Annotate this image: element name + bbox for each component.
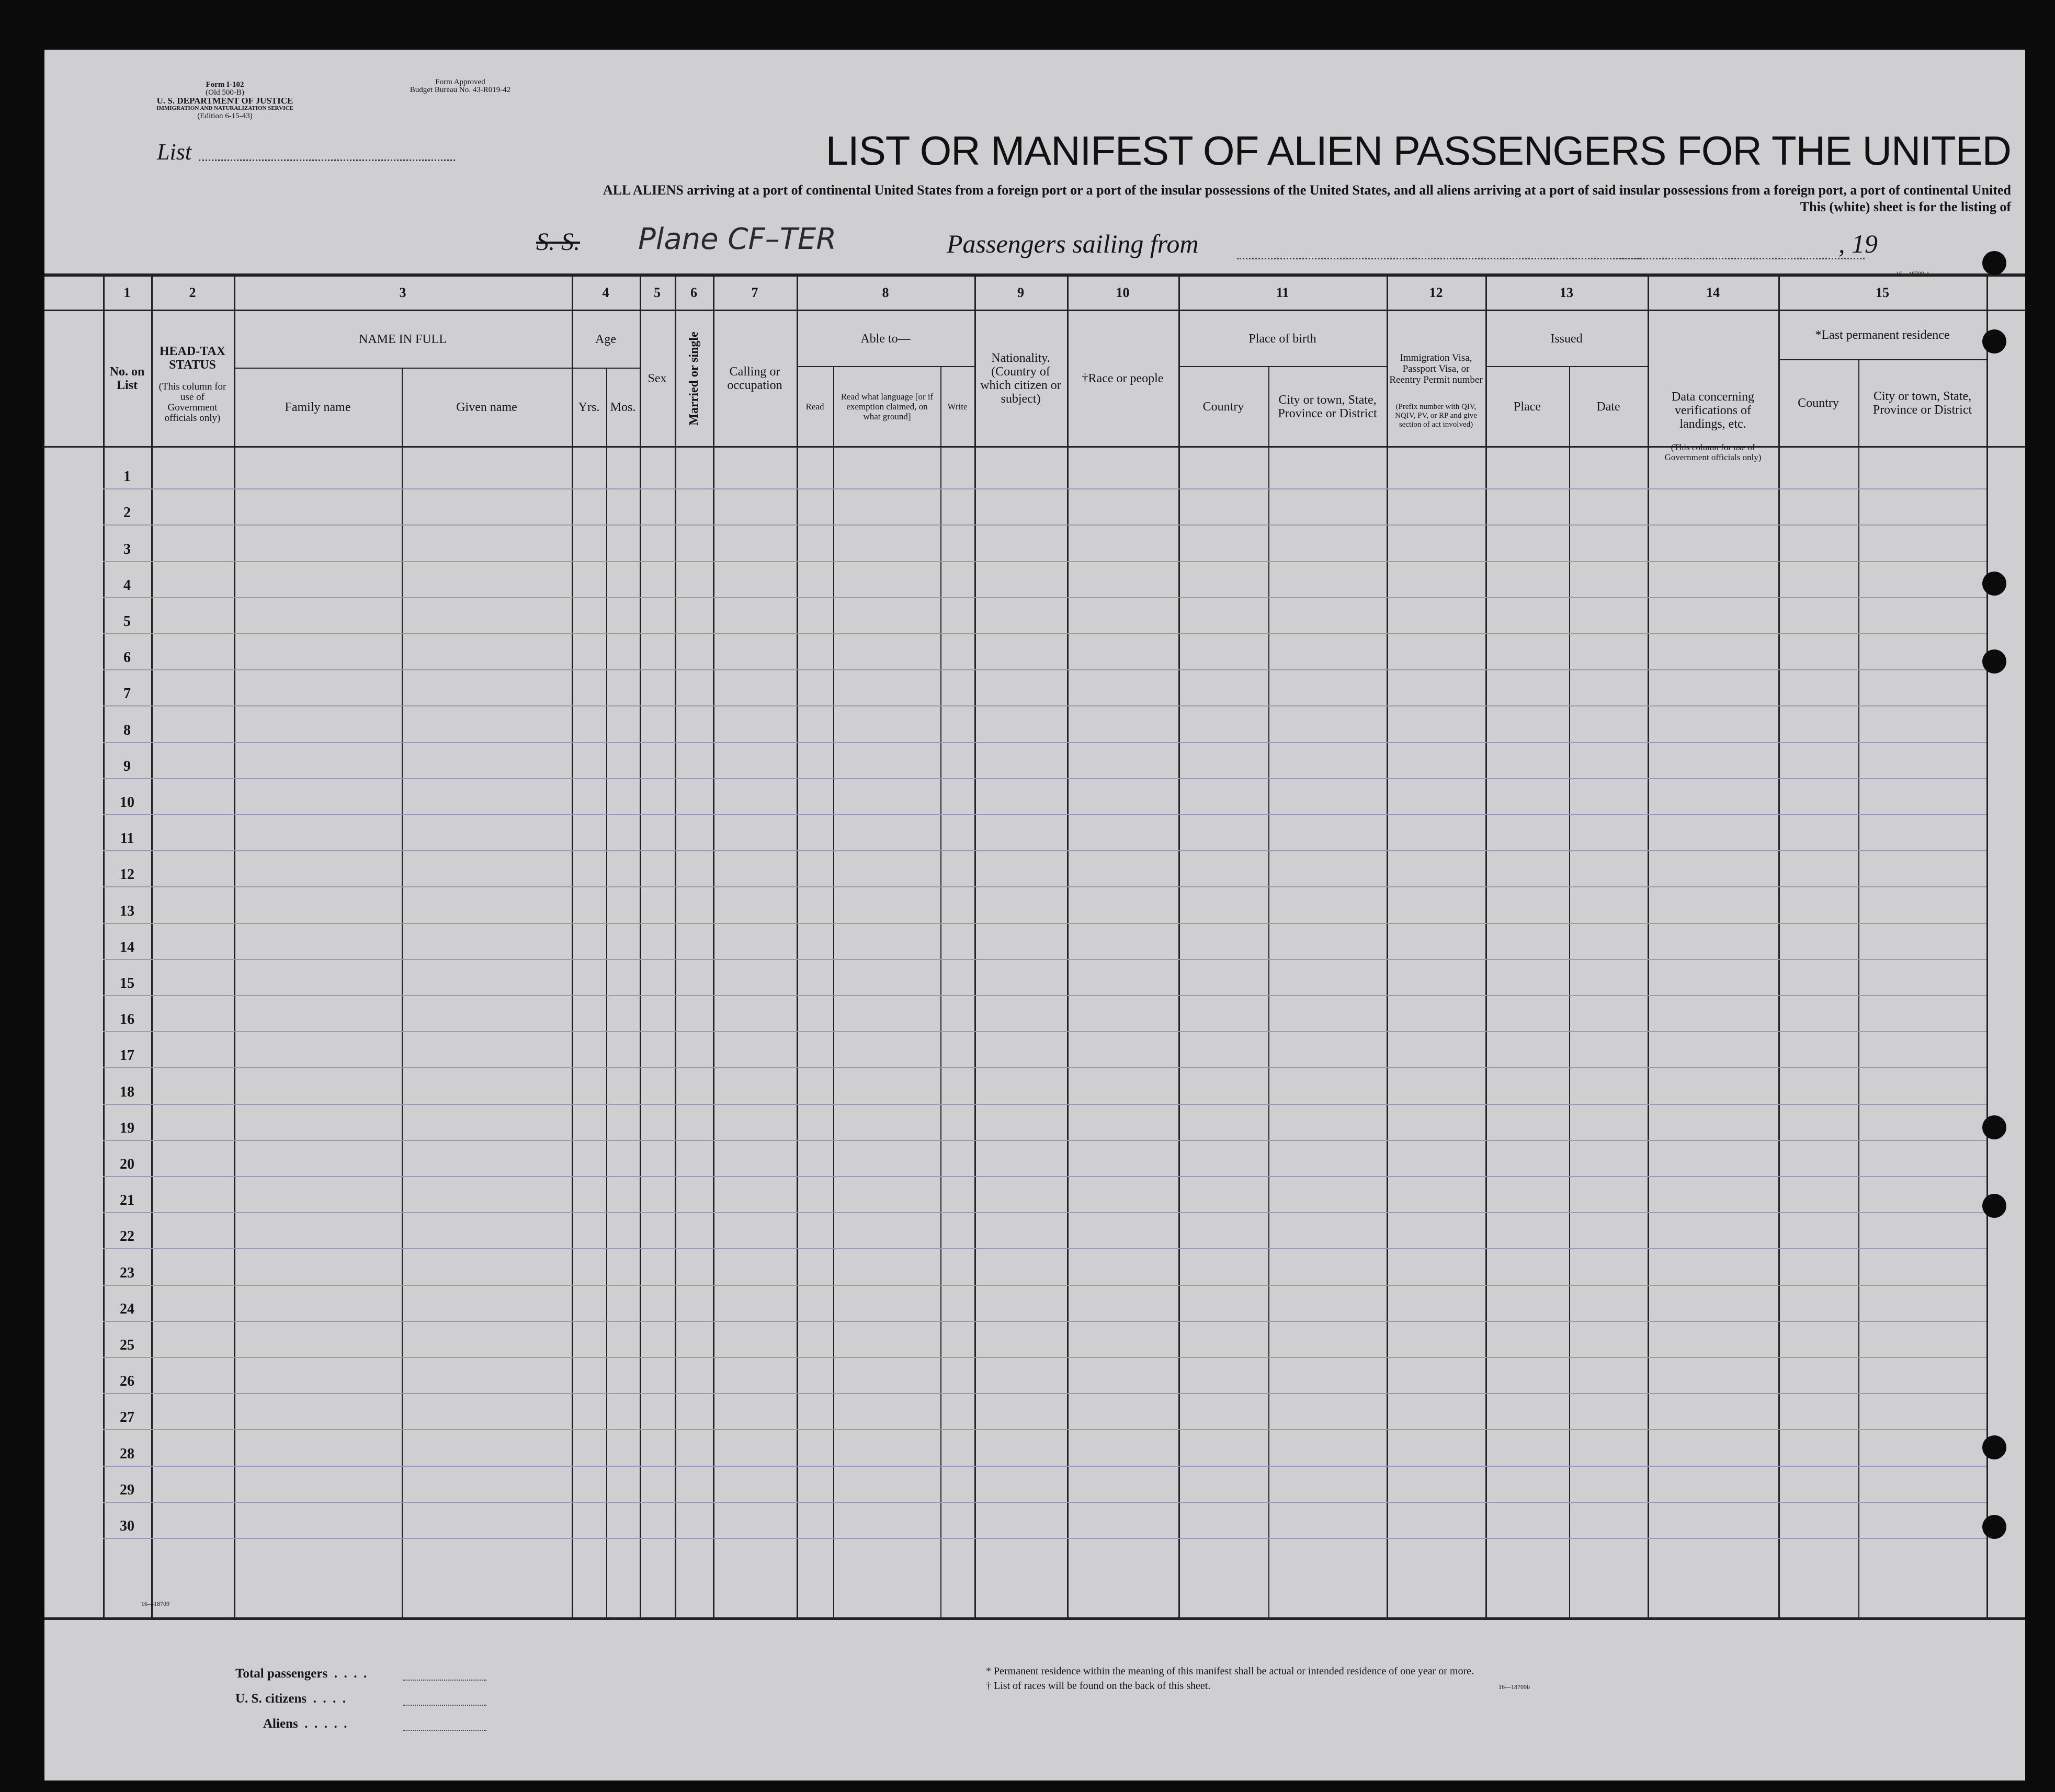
vline-c bbox=[234, 276, 235, 1618]
header-write: Write bbox=[947, 402, 968, 412]
table-top-rule bbox=[44, 273, 2025, 277]
row-rule bbox=[103, 1357, 1986, 1358]
header-birth-city: City or town, State, Province or District bbox=[1278, 393, 1377, 420]
row-rule bbox=[103, 742, 1986, 743]
aliens-label: Aliens . . . . . bbox=[263, 1717, 347, 1731]
binder-hole bbox=[1982, 649, 2006, 674]
total-passengers-text: Total passengers bbox=[235, 1667, 328, 1681]
row-number: 22 bbox=[120, 1228, 134, 1245]
row-rule bbox=[103, 1104, 1986, 1105]
vline-l bbox=[940, 366, 941, 1618]
header-able-to: Able to— bbox=[860, 332, 911, 346]
row-number: 21 bbox=[120, 1192, 134, 1209]
year-label: , 19 bbox=[1838, 229, 1878, 258]
row-rule bbox=[103, 705, 1986, 706]
row-rule bbox=[103, 995, 1986, 996]
colnum-5: 5 bbox=[654, 285, 661, 300]
row-number: 20 bbox=[120, 1156, 134, 1172]
form-approved: Form Approved bbox=[435, 78, 485, 86]
row-number: 6 bbox=[123, 649, 131, 666]
header-verifications-note: (This column for use of Government officials only) bbox=[1664, 442, 1762, 462]
header-read-language: Read what language [or if exemption claimed, on what ground] bbox=[841, 392, 934, 421]
colnum-10: 10 bbox=[1116, 285, 1130, 300]
row-number: 15 bbox=[120, 975, 134, 991]
row-number: 2 bbox=[123, 505, 131, 521]
row-rule bbox=[103, 923, 1986, 924]
colnum-14: 14 bbox=[1706, 285, 1720, 300]
row-number: 8 bbox=[123, 722, 131, 738]
header-married-single-cell bbox=[675, 311, 713, 446]
vline-k bbox=[833, 366, 834, 1618]
subtitle-line-2: This (white) sheet is for the listing of bbox=[1800, 199, 2011, 214]
vline-m bbox=[974, 276, 976, 1618]
edition: (Edition 6-15-43) bbox=[197, 112, 253, 120]
vline-i bbox=[713, 276, 714, 1618]
row-number: 7 bbox=[123, 686, 131, 702]
row-rule bbox=[103, 633, 1986, 634]
vline-n bbox=[1067, 276, 1069, 1618]
row-rule bbox=[103, 1248, 1986, 1249]
row-number: 18 bbox=[120, 1083, 134, 1100]
header-given-name: Given name bbox=[456, 401, 517, 414]
header-age-mos: Mos. bbox=[610, 401, 636, 414]
header-residence-country: Country bbox=[1798, 396, 1839, 410]
header-married-or-single: Married or single bbox=[687, 332, 701, 426]
binder-hole bbox=[1982, 1115, 2006, 1139]
header-read: Read bbox=[805, 402, 824, 412]
total-passengers-line[interactable] bbox=[403, 1680, 486, 1681]
vline-w bbox=[1986, 276, 1988, 1618]
header-visa-note: (Prefix number with QIV, NQIV, PV, or RP and give section of act involved) bbox=[1395, 402, 1477, 429]
row-number: 30 bbox=[120, 1518, 134, 1534]
vline-p bbox=[1268, 366, 1269, 1618]
row-rule bbox=[103, 1466, 1986, 1467]
header-visa: Immigration Visa, Passport Visa, or Reentry Permit number bbox=[1389, 352, 1483, 385]
vline-u bbox=[1778, 276, 1780, 1618]
colnum-12: 12 bbox=[1429, 285, 1443, 300]
row-rule bbox=[103, 597, 1986, 598]
header-race: †Race or people bbox=[1082, 372, 1164, 385]
vline-r bbox=[1485, 276, 1487, 1618]
row-rule bbox=[103, 959, 1986, 960]
row-number: 3 bbox=[123, 541, 131, 557]
row-rule bbox=[103, 1140, 1986, 1141]
us-citizens-line[interactable] bbox=[403, 1705, 486, 1706]
us-citizens-text: U. S. citizens bbox=[235, 1692, 307, 1706]
header-family-name: Family name bbox=[285, 401, 351, 414]
old-form-number: (Old 500-B) bbox=[206, 88, 244, 97]
vline-e bbox=[572, 276, 573, 1618]
row-number: 14 bbox=[120, 939, 134, 955]
header-name-in-full: NAME IN FULL bbox=[359, 333, 447, 346]
sailing-from-label: Passengers sailing from bbox=[947, 229, 1199, 258]
row-rule bbox=[103, 886, 1986, 887]
budget-bureau: Budget Bureau No. 43-R019-42 bbox=[410, 86, 511, 94]
aliens-line[interactable] bbox=[403, 1730, 486, 1731]
binder-hole bbox=[1982, 1194, 2006, 1218]
row-number: 23 bbox=[120, 1264, 134, 1281]
row-number: 4 bbox=[123, 577, 131, 593]
footnote-permanent-residence: * Permanent residence within the meaning of this manifest shall be actual or intended residence of one year or more. bbox=[986, 1665, 1474, 1677]
row-number: 29 bbox=[120, 1481, 134, 1498]
row-rule bbox=[103, 1502, 1986, 1503]
date-line bbox=[1619, 258, 1865, 259]
binder-hole bbox=[1982, 1435, 2006, 1459]
row-rule bbox=[103, 850, 1986, 851]
vline-b bbox=[151, 276, 153, 1618]
header-no-on-list: No. on List bbox=[109, 365, 145, 392]
row-rule bbox=[103, 1285, 1986, 1286]
total-passengers-label: Total passengers . . . . bbox=[235, 1667, 367, 1681]
colnum-1: 1 bbox=[123, 285, 131, 300]
row-rule bbox=[103, 1538, 1986, 1539]
row-rule bbox=[103, 1176, 1986, 1177]
department-name: U. S. DEPARTMENT OF JUSTICE bbox=[156, 96, 293, 106]
header-birth-country: Country bbox=[1202, 400, 1244, 414]
form-number: Form I-102 bbox=[206, 81, 244, 89]
vline-f bbox=[606, 368, 607, 1618]
colnum-3: 3 bbox=[399, 285, 406, 300]
row-rule bbox=[103, 488, 1986, 489]
vline-j bbox=[797, 276, 798, 1618]
header-calling: Calling or occupation bbox=[727, 365, 782, 392]
binder-hole bbox=[1982, 572, 2006, 596]
binder-hole bbox=[1982, 329, 2006, 353]
vline-o bbox=[1178, 276, 1180, 1618]
header-issued-place: Place bbox=[1514, 400, 1541, 414]
colnum-13: 13 bbox=[1560, 285, 1573, 300]
form-meta-block bbox=[141, 81, 309, 120]
header-head-tax-status: HEAD-TAX STATUS bbox=[159, 345, 226, 372]
binder-hole bbox=[1982, 251, 2006, 275]
gpo-code-note: 16—18709b bbox=[1498, 1683, 1530, 1691]
vline-q bbox=[1387, 276, 1388, 1618]
row-rule bbox=[103, 1031, 1986, 1032]
gpo-code-bottom: 16—18709 bbox=[141, 1600, 169, 1607]
header-residence-city: City or town, State, Province or District bbox=[1872, 390, 1972, 417]
colnum-2: 2 bbox=[189, 285, 196, 300]
row-rule bbox=[103, 778, 1986, 779]
header-place-of-birth: Place of birth bbox=[1248, 332, 1316, 346]
colnum-9: 9 bbox=[1017, 285, 1024, 300]
row-number: 17 bbox=[120, 1047, 134, 1064]
list-label: List bbox=[157, 139, 192, 165]
vline-d bbox=[402, 368, 403, 1618]
row-rule bbox=[103, 524, 1986, 526]
header-nationality: Nationality. (Country of which citizen or subject) bbox=[980, 351, 1061, 406]
vline-h bbox=[675, 276, 676, 1618]
vline-g bbox=[640, 276, 641, 1618]
row-number: 28 bbox=[120, 1445, 134, 1462]
list-number-line bbox=[199, 159, 455, 161]
ss-handwritten-name: Plane CF–TER bbox=[638, 222, 837, 256]
row-rule bbox=[103, 1393, 1986, 1394]
table-bottom-rule bbox=[44, 1617, 2025, 1620]
row-number: 9 bbox=[123, 758, 131, 774]
row-rule bbox=[103, 1429, 1986, 1430]
header-age-yrs: Yrs. bbox=[578, 401, 600, 414]
row-number: 26 bbox=[120, 1373, 134, 1390]
row-number: 1 bbox=[123, 469, 131, 485]
colnum-4: 4 bbox=[602, 285, 609, 300]
header-issued-date: Date bbox=[1596, 400, 1620, 414]
row-rule bbox=[103, 1067, 1986, 1068]
vline-t bbox=[1648, 276, 1649, 1618]
row-rule bbox=[103, 669, 1986, 670]
row-number: 24 bbox=[120, 1300, 134, 1317]
header-verifications: Data concerning verifications of landings, etc. bbox=[1672, 390, 1754, 431]
row-number: 5 bbox=[123, 613, 131, 630]
row-rule bbox=[103, 561, 1986, 562]
row-number: 25 bbox=[120, 1337, 134, 1353]
row-number: 10 bbox=[120, 794, 134, 811]
row-number: 13 bbox=[120, 903, 134, 919]
row-rule bbox=[103, 814, 1986, 815]
manifest-sheet bbox=[44, 50, 2025, 1780]
row-rule bbox=[103, 1321, 1986, 1322]
row-number: 27 bbox=[120, 1409, 134, 1426]
approval-block bbox=[374, 78, 547, 94]
vline-s bbox=[1569, 366, 1570, 1618]
row-number: 12 bbox=[120, 866, 134, 883]
service-name: IMMIGRATION AND NATURALIZATION SERVICE bbox=[156, 105, 293, 111]
header-head-tax-note: (This column for use of Government officials only) bbox=[158, 381, 226, 424]
colnum-15: 15 bbox=[1876, 285, 1889, 300]
footnote-races: † List of races will be found on the back of this sheet. bbox=[986, 1680, 1211, 1692]
header-sex: Sex bbox=[648, 372, 667, 385]
row-number: 16 bbox=[120, 1011, 134, 1028]
sailing-from-line bbox=[1237, 258, 1640, 259]
colnum-8: 8 bbox=[882, 285, 889, 300]
us-citizens-label: U. S. citizens . . . . bbox=[235, 1692, 346, 1706]
subtitle-line-1: ALL ALIENS arriving at a port of continental United States from a foreign port or a port of the insular possessions of the United States, and all aliens arriving at a port of said insular possessions from a foreign port, a port of continental United bbox=[603, 182, 2011, 198]
form-title: LIST OR MANIFEST OF ALIEN PASSENGERS FOR THE UNITED bbox=[825, 128, 2011, 174]
colnum-6: 6 bbox=[690, 285, 697, 300]
header-last-residence: *Last permanent residence bbox=[1815, 328, 1950, 342]
header-issued: Issued bbox=[1550, 332, 1583, 346]
ss-label: S. S. bbox=[536, 228, 580, 256]
colnum-7: 7 bbox=[751, 285, 758, 300]
row-number: 11 bbox=[120, 830, 134, 847]
header-age: Age bbox=[595, 333, 616, 346]
colnum-11: 11 bbox=[1276, 285, 1289, 300]
aliens-text: Aliens bbox=[263, 1717, 298, 1731]
row-number: 19 bbox=[120, 1120, 134, 1136]
binder-hole bbox=[1982, 1515, 2006, 1539]
row-rule bbox=[103, 1212, 1986, 1213]
